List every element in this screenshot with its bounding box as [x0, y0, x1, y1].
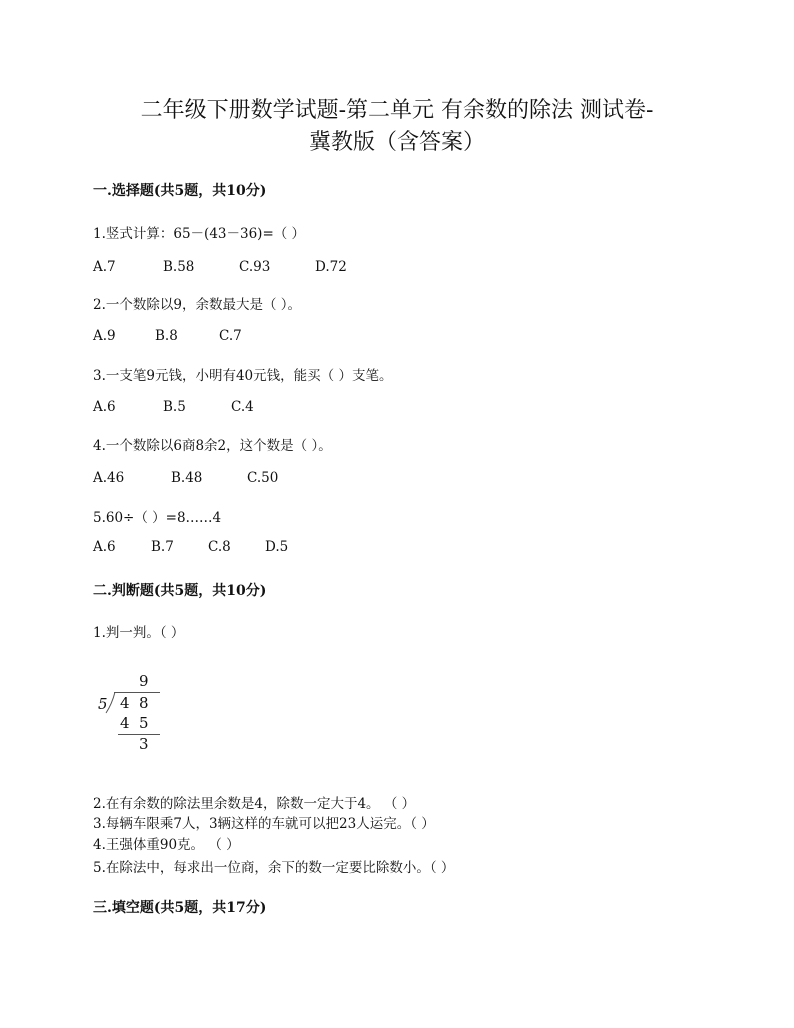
ld-dividend-ones: 8	[139, 694, 149, 712]
question-choice-2: 2.一个数除以9，余数最大是（ ）。	[93, 297, 302, 313]
ld-quotient: 9	[139, 672, 149, 690]
option-c[interactable]: C.7	[219, 328, 242, 344]
option-c[interactable]: C.93	[239, 259, 271, 275]
question-judge-1: 1.判一判。（ ）	[93, 625, 185, 641]
options-choice-5	[93, 539, 288, 555]
option-a[interactable]: A.6	[93, 399, 116, 415]
ld-product-ones: 5	[139, 714, 149, 732]
option-c[interactable]: C.50	[247, 470, 279, 486]
question-judge-2: 2.在有余数的除法里余数是4，除数一定大于4。 （ ）	[93, 796, 416, 812]
option-b[interactable]: B.8	[155, 328, 178, 344]
ld-product-tens: 4	[120, 714, 130, 732]
section-heading-judge: 二.判断题(共5题，共10分)	[93, 583, 267, 599]
option-a[interactable]: A.7	[93, 259, 116, 275]
options-choice-3	[93, 399, 254, 415]
option-b[interactable]: B.48	[171, 470, 203, 486]
ld-divisor: 5	[98, 695, 108, 713]
ld-remainder: 3	[139, 735, 149, 753]
options-choice-1	[93, 259, 347, 275]
option-c[interactable]: C.4	[231, 399, 254, 415]
question-choice-4: 4.一个数除以6商8余2，这个数是（ ）。	[93, 438, 332, 454]
question-judge-5: 5.在除法中，每求出一位商，余下的数一定要比除数小。（ ）	[93, 860, 455, 876]
doc-title-line2: 冀教版（含答案）	[308, 130, 485, 155]
option-d[interactable]: D.5	[265, 539, 289, 555]
question-choice-5: 5.60÷（ ）=8……4	[93, 510, 222, 526]
option-c[interactable]: C.8	[208, 539, 231, 555]
option-a[interactable]: A.46	[93, 470, 125, 486]
question-choice-3: 3.一支笔9元钱，小明有40元钱，能买（ ）支笔。	[93, 368, 393, 384]
options-choice-2	[93, 328, 242, 344]
section-heading-choice: 一.选择题(共5题，共10分)	[93, 183, 267, 199]
ld-bar	[114, 692, 160, 693]
question-choice-1: 1.竖式计算：65－(43－36)=（ ）	[93, 226, 306, 242]
option-b[interactable]: B.5	[163, 399, 186, 415]
options-choice-4	[93, 470, 278, 486]
option-b[interactable]: B.7	[151, 539, 174, 555]
question-judge-4: 4.王强体重90克。 （ ）	[93, 837, 240, 853]
option-a[interactable]: A.9	[93, 328, 116, 344]
doc-title-line1: 二年级下册数学试题-第二单元 有余数的除法 测试卷-	[140, 98, 654, 123]
long-division-figure	[96, 672, 176, 762]
option-d[interactable]: D.72	[315, 259, 347, 275]
question-judge-3: 3.每辆车限乘7人，3辆这样的车就可以把23人运完。（ ）	[93, 816, 435, 832]
option-a[interactable]: A.6	[93, 539, 116, 555]
option-b[interactable]: B.58	[163, 259, 195, 275]
section-heading-fill: 三.填空题(共5题，共17分)	[93, 900, 267, 916]
ld-dividend-tens: 4	[120, 694, 130, 712]
